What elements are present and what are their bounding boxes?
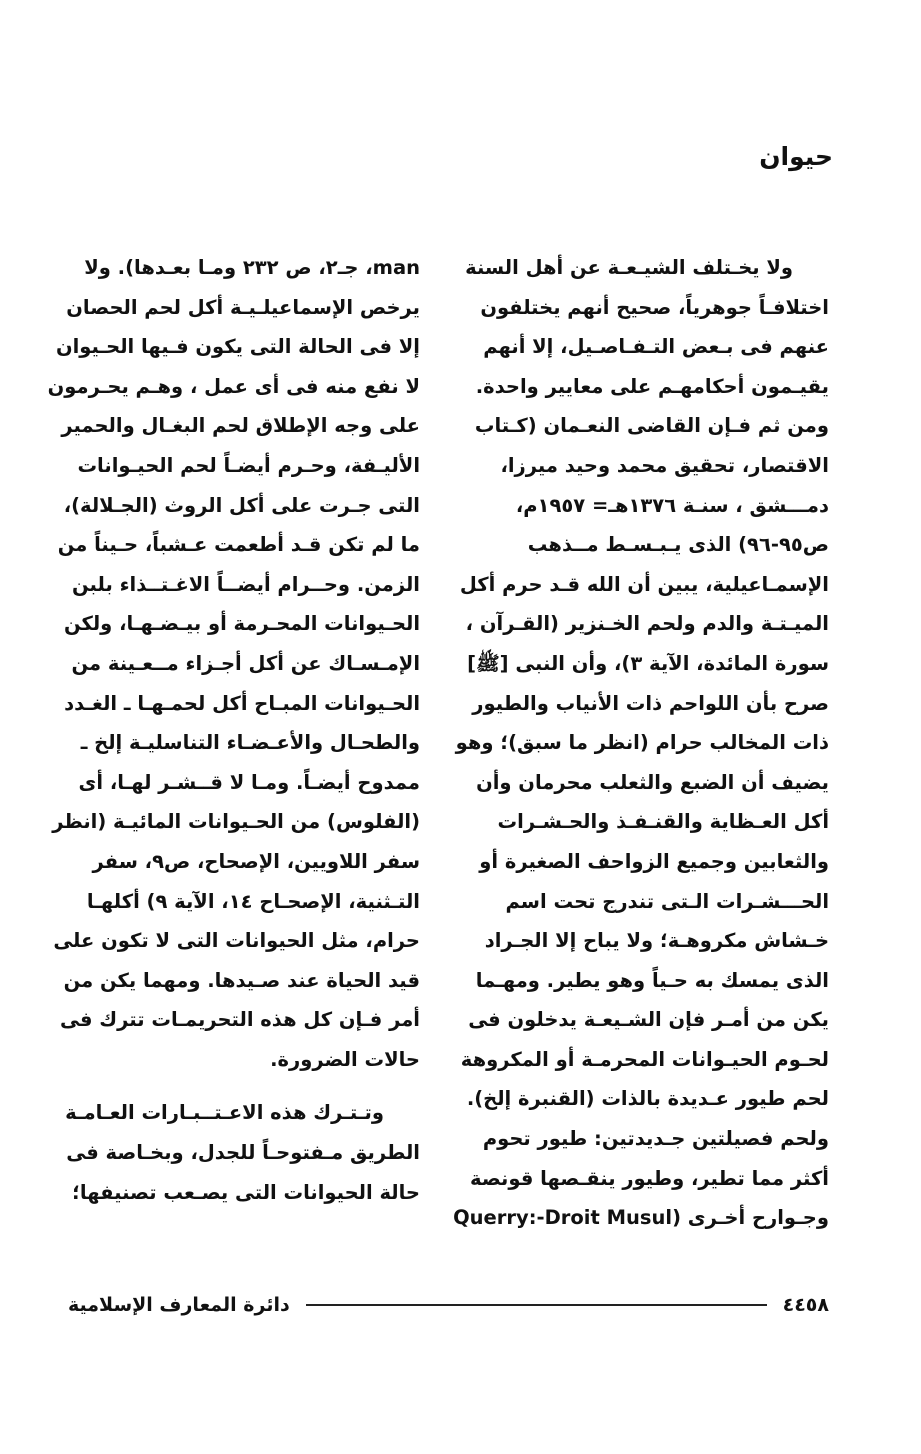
text-line: يضيف أن الضبع والثعلب محرمان وأن [476,770,829,794]
text-line: وتـتـرك هذه الاعـتــبـارات العـامـة [65,1101,384,1125]
text-line: لا نفع منه فى أى عمل ، وهـم يحـرمون [47,374,420,398]
text-line: حالات الضرورة. [270,1047,420,1071]
text-line: عنهم فى بـعض التـفـاصـيل، إلا أنهم [483,335,829,359]
text-line: وجـوارح أخـرى (Querry:-Droit Musul [453,1206,829,1230]
text-line: الحـيوانات المحـرمة أو بيـضـهـا، ولكن [63,612,420,636]
text-line: ولا يخـتلف الشيـعـة عن أهل السنة [465,256,793,279]
text-line: لحم طيور عـديدة بالذات (القنبرة إلخ). [466,1087,829,1111]
text-line: التى جـرت على أكل الروث (الجـلالة)، [63,493,420,517]
text-line: ممدوح أيضـاً. ومـا لا قــشـر لهـا، أى [78,770,420,794]
text-line: أمر فـإن كل هذه التحريمـات تترك فى [60,1008,420,1032]
text-line: والثعابين وجميع الزواحف الصغيرة أو [479,849,829,873]
text-line: الذى يمسك به حـياً وهو يطير. ومهـما [475,968,829,992]
text-column-left [47,248,420,1212]
text-line: الطريق مـفتوحـاً للجدل، وبخـاصة فى [66,1141,420,1165]
footer-divider [306,1304,767,1306]
text-line: الزمن. وحــرام أيضــاً الاغـتــذاء بلبن [72,572,420,596]
text-line: التـثنية، الإصحـاح ١٤، الآية ٩) أكلهـا [86,889,420,913]
text-line: يقيـمون أحكامهـم على معايير واحدة. [475,374,829,398]
page-header-title: حيوان [759,142,833,171]
text-line: يكن من أمـر فإن الشـيعـة يدخلون فى [468,1008,829,1032]
text-line: صرح بأن اللواحم ذات الأنياب والطيور [472,691,829,715]
text-line: على وجه الإطلاق لحم البغـال والحمير [61,414,420,438]
text-line: سورة المائدة، الآية ٣)، وأن النبى [ﷺ] [467,651,829,675]
text-line: ص٩٥-٩٦) الذى يـبـسـط مــذهب [527,533,829,557]
text-line: man، جـ٢، ص ٢٣٢ ومـا بعـدها). ولا [84,256,420,279]
text-line: (الفلوس) من الحـيوانات المائيـة (انظر [52,810,420,834]
text-line: ولحم فصيلتين جـديدتين: طيور تحوم [482,1127,829,1151]
text-line: الأليـفة، وحـرم أيضـاً لحم الحيـوانات [77,453,420,477]
text-line: أكثر مما تطير، وطيور ينقـصها قونصة [470,1166,829,1190]
text-line: ما لم تكن قـد أطعمت عـشباً، حـيناً من [57,533,420,557]
text-line: الاقتصار، تحقيق محمد وحيد ميرزا، [500,453,829,477]
text-line: حالة الحيوانات التى يصـعب تصنيفها؛ [72,1180,420,1204]
text-line: الإمـسـاك عن أكل أجـزاء مــعـينة من [71,651,420,675]
text-line: يرخص الإسماعيلـيـة أكل لحم الحصان [66,295,420,319]
text-line: خـشاش مكروهـة؛ ولا يباح إلا الجـراد [484,929,829,953]
text-line: ومن ثم فـإن القاضى النعـمان (كـتاب [474,414,829,438]
text-line: دمـــشق ، سنـة ١٣٧٦هـ= ١٩٥٧م، [515,493,829,517]
text-line: إلا فى الحالة التى يكون فـيها الحـيوان [55,335,420,359]
text-line: اختلافـاً جوهرياً، صحيح أنهم يختلفون [480,295,829,319]
text-line: والطحـال والأعـضـاء التناسليـة إلخ ـ [80,731,420,755]
text-column-right [453,248,829,1238]
text-line: الإسمـاعيلية، يبين أن الله قـد حرم أكل [459,572,829,596]
text-line: قيد الحياة عند صـيدها. ومهما يكن من [63,968,420,992]
text-line: الحـيوانات المبـاح أكل لحمـهـا ـ الغـدد [64,691,420,715]
publication-title: دائرة المعارف الإسلامية [68,1294,290,1316]
text-line: أكل العـظاية والقنـفـذ والحـشـرات [497,810,829,834]
page-footer [68,1290,829,1320]
text-line: الحـــشـرات الـتى تندرج تحت اسم [505,889,829,913]
paragraph-gap [68,1079,420,1093]
text-line: الميـتـة والدم ولحم الخـنزير (القـرآن ، [465,612,829,636]
text-line: ذات المخالب حرام (انظر ما سبق)؛ وهو [455,731,829,755]
text-line: لحـوم الحيـوانات المحرمـة أو المكروهة [460,1047,829,1071]
text-line: حرام، مثل الحيوانات التى لا تكون على [53,929,420,953]
page-number: ٤٤٥٨ [782,1294,829,1316]
text-line: سفر اللاويين، الإصحاح، ص٩، سفر [92,849,420,873]
